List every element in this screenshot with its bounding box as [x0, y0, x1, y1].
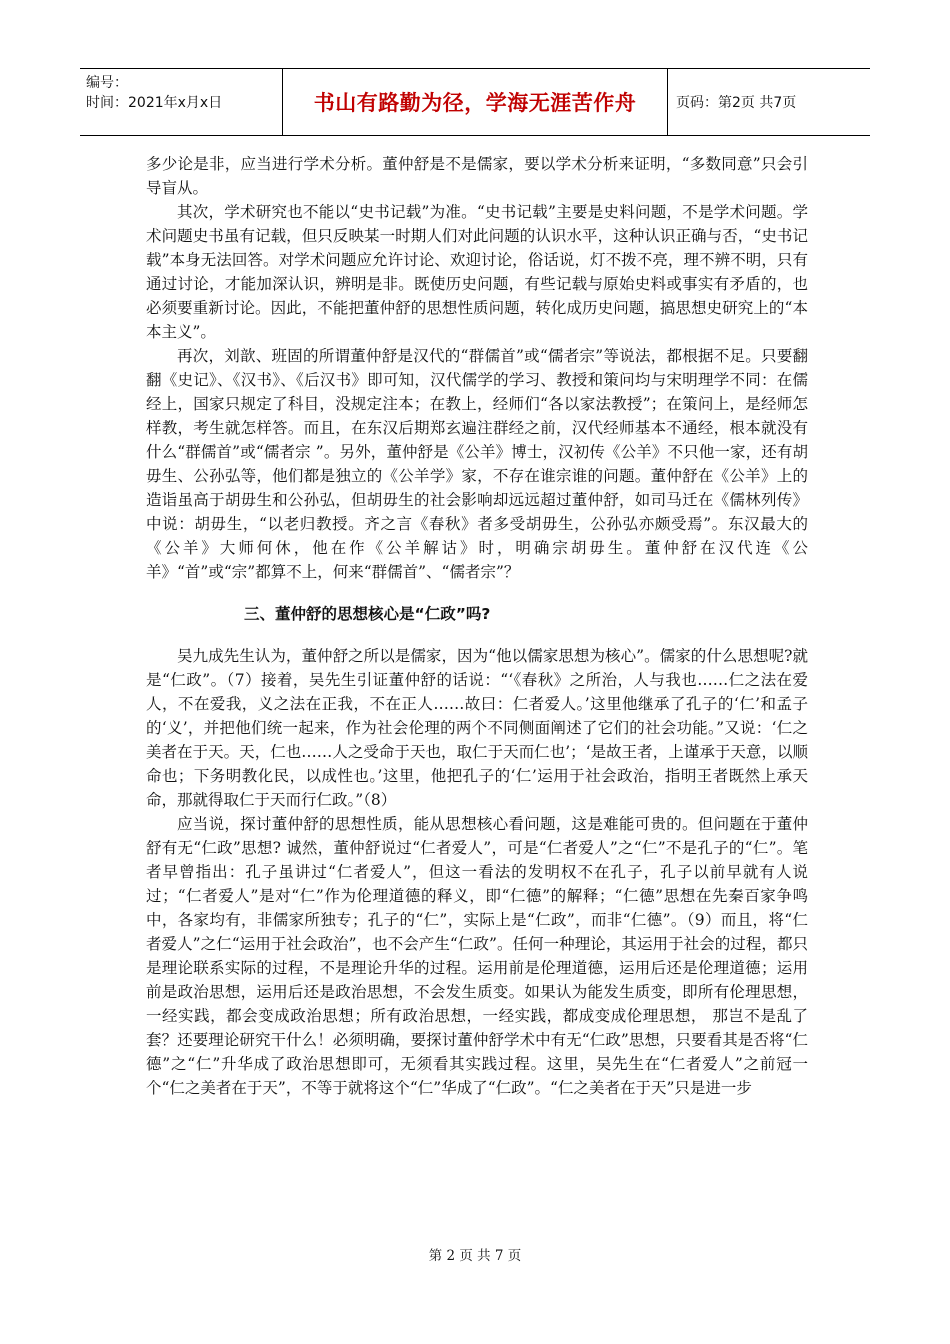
section-heading: 三、董仲舒的思想核心是“仁政”吗?: [244, 605, 491, 623]
paragraph: 多少论是非，应当进行学术分析。董仲舒是不是儒家，要以学术分析来证明，“多数同意”只会引导盲从。: [146, 155, 808, 197]
paragraph: 吴九成先生认为，董仲舒之所以是儒家，因为“他以儒家思想为核心”。儒家的什么思想呢?就是“仁政”。（7）接着，吴先生引证董仲舒的话说：“‘《春秋》之所治，人与我也……仁之法在爱人，不在爱我，义之法在正我，不在正人……故曰：仁者爱人。’这里他继承了孔子的‘仁’和孟子的‘义’，并把他们统一起来，作为社会伦理的两个不同侧面阐述了它们的社会功能。”又说：‘仁之美者在于天。天，仁也……人之受命于天也，取仁于天而仁也’；‘是故王者，上谨承于天意，以顺命也；下务明教化民，以成性也。’这里，他把孔子的‘仁’运用于社会政治，指明王者既然上承天命，那就得取仁于天而行仁政。”（8）: [146, 647, 808, 809]
header-meta: [80, 69, 283, 135]
document-time-label: 时间：2021年x月x日: [86, 95, 223, 111]
paragraph: 再次，刘歆、班固的所谓董仲舒是汉代的“群儒首”或“儒者宗”等说法，都根据不足。只要翻翻《史记》、《汉书》、《后汉书》即可知，汉代儒学的学习、教授和策问均与宋明理学不同：在儒经上，国家只规定了科目，没规定注本；在教上，经师们“各以家法教授”；在策问上，是经师怎样教，考生就怎样答。而且，在东汉后期郑玄遍注群经之前，汉代经师基本不通经，根本就没有什么“群儒首”或“儒者宗 ”。另外，董仲舒是《公羊》博士，汉初传《公羊》不只他一家，还有胡毋生、公孙弘等，他们都是独立的《公羊学》家，不存在谁宗谁的问题。董仲舒在《公羊》上的造诣虽高于胡毋生和公孙弘，但胡毋生的社会影响却远远超过董仲舒，如司马迁在《儒林列传》中说：胡毋生，“以老归教授。齐之言《春秋》者多受胡毋生，公孙弘亦颇受焉”。东汉最大的《公羊》大师何休，他在作《公羊解诂》时，明确宗胡毋生。董仲舒在汉代连《公羊》“首”或“宗”都算不上，何来“群儒首”、“儒者宗”？: [146, 347, 808, 581]
page-header: [80, 68, 870, 136]
document-number-label: 编号：: [86, 75, 128, 91]
document-body: [146, 152, 808, 1100]
page-footer: 第 2 页 共 7 页: [428, 1248, 522, 1264]
header-motto: 书山有路勤为径，学海无涯苦作舟: [283, 69, 668, 135]
header-page-code: 页码：第2页 共7页: [676, 95, 797, 111]
paragraph: 应当说，探讨董仲舒的思想性质，能从思想核心看问题，这是难能可贵的。但问题在于董仲舒有无“仁政”思想? 诚然，董仲舒说过“仁者爱人”，可是“仁者爱人”之“仁”不是孔子的“仁”。笔者早曾指出：孔子虽讲过“仁者爱人”，但这一看法的发明权不在孔子，孔子以前早就有人说过；“仁者爱人”是对“仁”作为伦理道德的释义，即“仁德”的解释；“仁德”思想在先秦百家争鸣中，各家均有，非儒家所独专；孔子的“仁”，实际上是“仁政”，而非“仁德”。（9）而且，将“仁者爱人”之仁“运用于社会政治”，也不会产生“仁政”。任何一种理论，其运用于社会的过程，都只是理论联系实际的过程，不是理论升华的过程。运用前是伦理道德，运用后还是伦理道德；运用前是政治思想，运用后还是政治思想，不会发生质变。如果认为能发生质变，即所有伦理思想，一经实践，都会变成政治思想；所有政治思想，一经实践，都成变成伦理思想， 那岂不是乱了套？还要理论研究干什么！必须明确，要探讨董仲舒学术中有无“仁政”思想，只要看其是否将“仁德”之“仁”升华成了政治思想即可，无须看其实践过程。这里，吴先生在“仁者爱人”之前冠一个“仁之美者在于天”，不等于就将这个“仁”华成了“仁政”。“仁之美者在于天”只是进一步: [146, 815, 808, 1097]
paragraph: 其次，学术研究也不能以“史书记载”为准。“史书记载”主要是史料问题，不是学术问题。学术问题史书虽有记载，但只反映某一时期人们对此问题的认识水平，这种认识正确与否，“史书记载”本身无法回答。对学术问题应允许讨论、欢迎讨论，俗话说，灯不拨不亮，理不辨不明，只有通过讨论，才能加深认识，辨明是非。既使历史问题，有些记载与原始史料或事实有矛盾的，也必须要重新讨论。因此，不能把董仲舒的思想性质问题，转化成历史问题，搞思想史研究上的“本本主义”。: [146, 203, 808, 341]
